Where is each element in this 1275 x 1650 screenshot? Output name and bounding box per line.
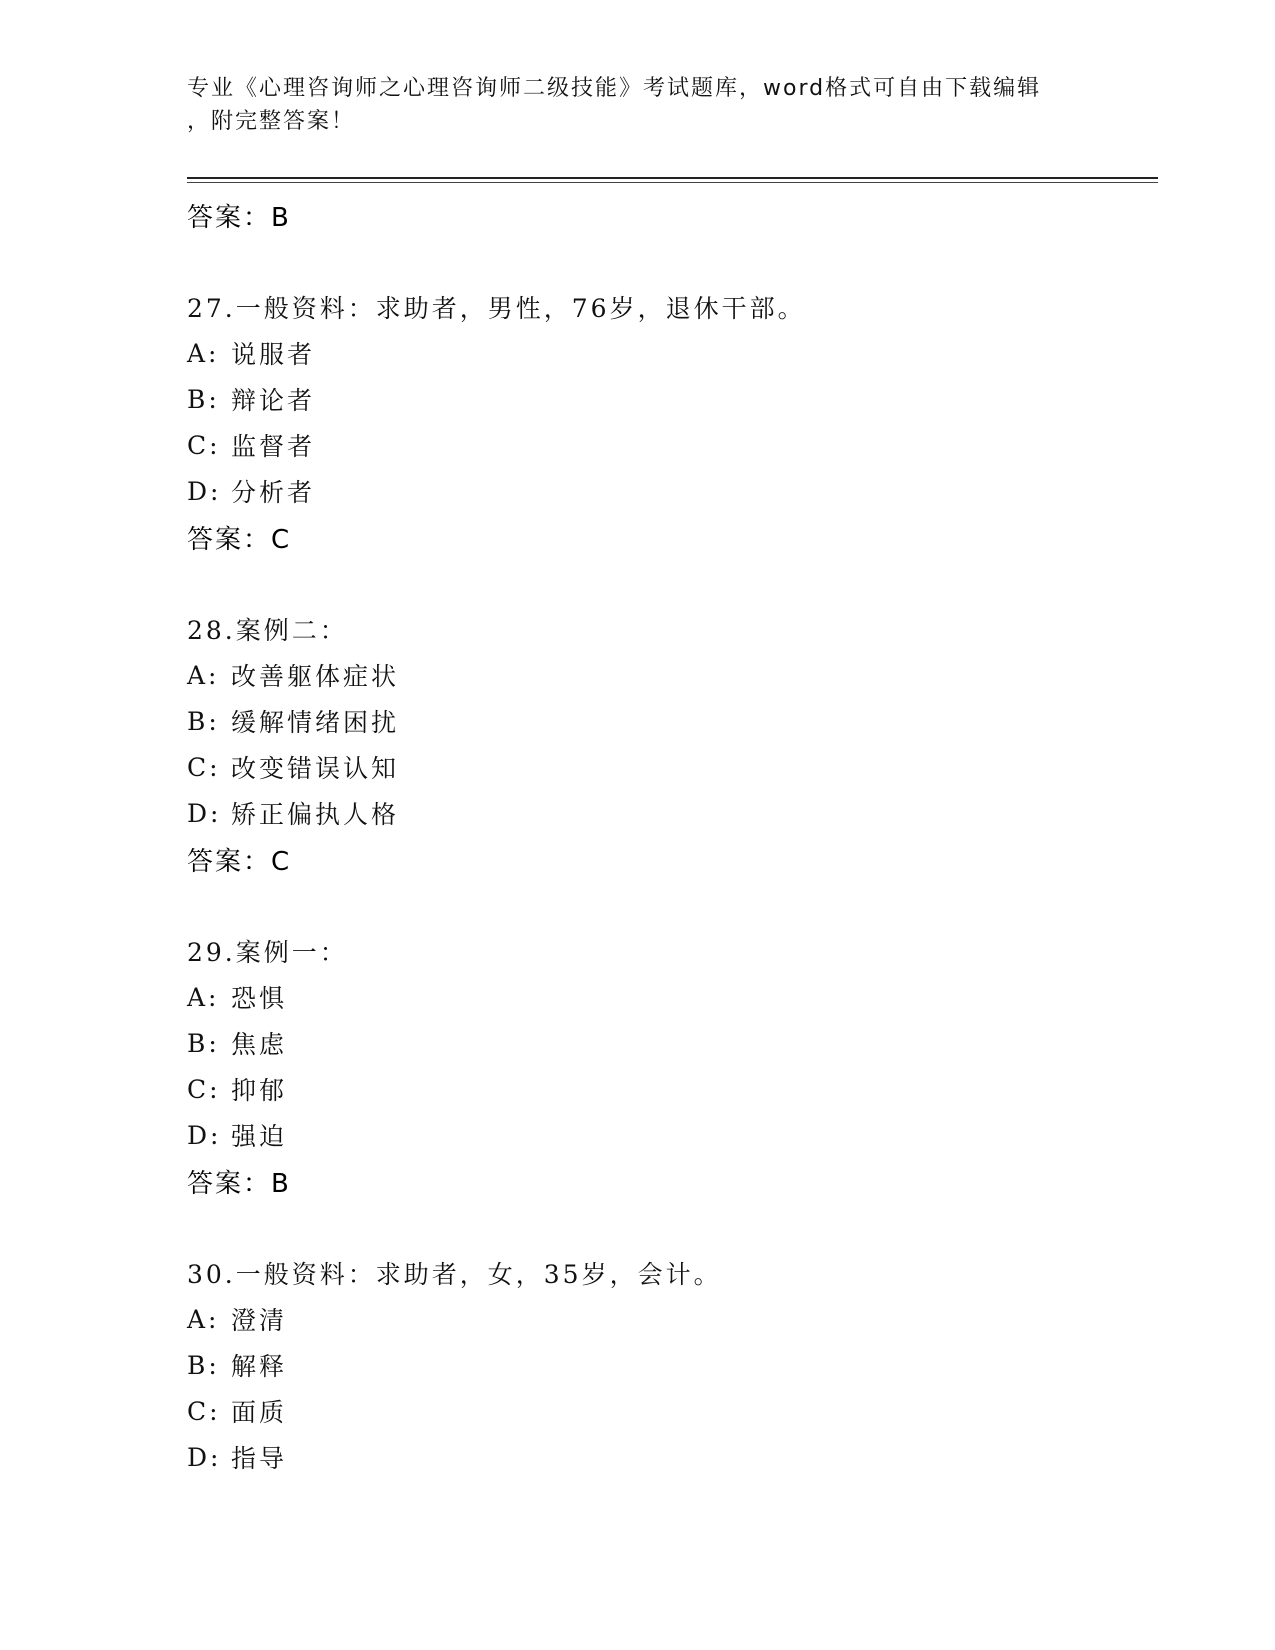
option-d (187, 468, 1147, 514)
option-key: B: (187, 1028, 220, 1058)
option-text: 抑郁 (231, 1076, 288, 1105)
header-rule-thick (187, 177, 1158, 179)
option-text: 解释 (231, 1352, 288, 1381)
question-stem: 28.案例二： (187, 616, 348, 645)
option-key: B: (187, 384, 220, 414)
option-key: B: (187, 1350, 220, 1380)
option-d (187, 1112, 1147, 1158)
option-key: A: (187, 338, 220, 368)
option-text: 焦虑 (231, 1030, 288, 1059)
option-key: C: (187, 1396, 221, 1426)
option-b (187, 376, 1147, 422)
option-text: 恐惧 (231, 984, 288, 1013)
option-d (187, 1434, 1147, 1480)
option-key: A: (187, 1304, 220, 1334)
option-b (187, 698, 1147, 744)
option-key: C: (187, 1074, 221, 1104)
question-stem: 27.一般资料：求助者，男性，76岁，退休干部。 (187, 294, 806, 323)
spacer (187, 560, 1147, 606)
question-list (187, 192, 1147, 1480)
option-text: 强迫 (231, 1122, 288, 1151)
option-text: 监督者 (231, 432, 316, 461)
header-rule-thin (187, 182, 1158, 183)
option-key: A: (187, 660, 220, 690)
answer-line: 答案：B (187, 202, 291, 233)
option-b (187, 1342, 1147, 1388)
option-key: D: (187, 1442, 222, 1472)
answer-line: 答案：C (187, 524, 292, 555)
option-key: D: (187, 476, 222, 506)
option-key: D: (187, 798, 222, 828)
option-text: 澄清 (231, 1306, 288, 1335)
spacer (187, 882, 1147, 928)
option-a (187, 1296, 1147, 1342)
option-a (187, 652, 1147, 698)
header-title-line-1: 专业《心理咨询师之心理咨询师二级技能》考试题库，word格式可自由下载编辑 (187, 76, 1042, 101)
option-key: C: (187, 752, 221, 782)
header-title-line-2: ，附完整答案！ (187, 109, 356, 134)
option-a (187, 974, 1147, 1020)
spacer (187, 238, 1147, 284)
option-key: A: (187, 982, 220, 1012)
option-text: 缓解情绪困扰 (231, 708, 400, 737)
option-text: 说服者 (231, 340, 316, 369)
option-d (187, 790, 1147, 836)
option-key: C: (187, 430, 221, 460)
document-header (187, 72, 1087, 138)
option-text: 矫正偏执人格 (231, 800, 400, 829)
option-text: 分析者 (231, 478, 316, 507)
spacer (187, 1204, 1147, 1250)
option-key: B: (187, 706, 220, 736)
option-c (187, 1066, 1147, 1112)
option-c (187, 1388, 1147, 1434)
option-c (187, 744, 1147, 790)
answer-line: 答案：C (187, 846, 292, 877)
option-text: 指导 (231, 1444, 288, 1473)
option-a (187, 330, 1147, 376)
question-stem: 29.案例一： (187, 938, 348, 967)
answer-line: 答案：B (187, 1168, 291, 1199)
option-text: 改变错误认知 (231, 754, 400, 783)
option-text: 改善躯体症状 (231, 662, 400, 691)
option-b (187, 1020, 1147, 1066)
option-text: 辩论者 (231, 386, 316, 415)
question-stem: 30.一般资料：求助者，女，35岁，会计。 (187, 1260, 722, 1289)
option-c (187, 422, 1147, 468)
option-text: 面质 (231, 1398, 288, 1427)
option-key: D: (187, 1120, 222, 1150)
